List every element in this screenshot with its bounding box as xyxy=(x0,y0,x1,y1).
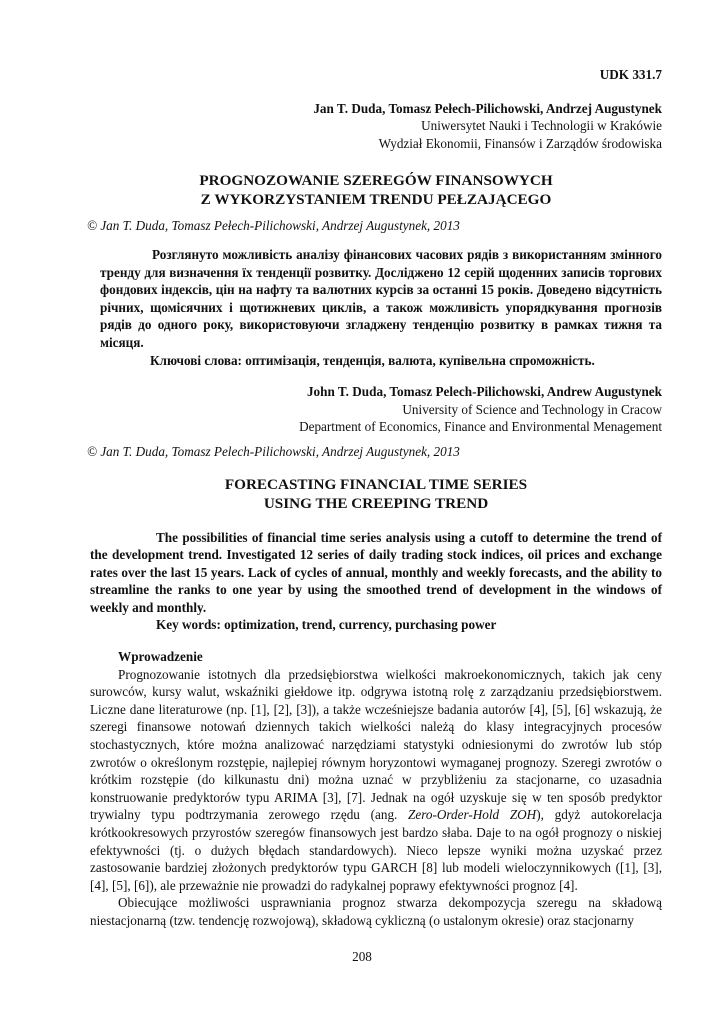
polish-affiliation xyxy=(90,100,662,153)
intro-p1-part-a: Prognozowanie istotnych dla przedsiębiorstwa wielkości makroekonomicznych, takich jak ceny surowców, kursy walut, wskaźniki giełdowe itp. odgrywa istotną rolę z zarządzaniu przedsiębiorstwem. Liczne dane literaturowe (np. [1], [2], [3]), a także wcześniejsze badania autorów [4], [5], [6] wskazują, że szeregi finansowe notowań dziennych takich wielkości należą do klasy integracyjnych procesów stochastycznych, które można analizować narzędziami statystyki odniesionymi do zwrotów lub stóp zwrotów o określonym rozstępie, najlepiej równym horyzontowi wymaganej prognozy. Szeregi zwrotów o krótkim rozstępie (do kilkunastu dni) można uznać w przybliżeniu za stacjonarne, co uzasadnia konstruowanie predyktorów typu ARIMA [3], [7]. Jednak na ogół uzyskuje się w ten sposób predyktor trywialny typu podtrzymania zerowego rzędu (ang. xyxy=(90,666,662,823)
keywords-value: : optimization, trend, currency, purchasing power xyxy=(216,617,497,633)
copyright-english: © Jan T. Duda, Tomasz Pelech-Pilichowski, Andrzej Augustynek, 2013 xyxy=(87,443,460,459)
english-abstract xyxy=(90,529,662,617)
polish-authors: Jan T. Duda, Tomasz Pełech-Pilichowski, Andrzej Augustynek xyxy=(313,100,662,116)
udk-code: UDK 331.7 xyxy=(599,67,662,82)
english-authors: John T. Duda, Tomasz Pelech-Pilichowski, Andrew Augustynek xyxy=(306,384,662,400)
english-department: Department of Economics, Finance and Environmental Menagement xyxy=(299,419,662,435)
intro-p1-emphasis: Zero-Order-Hold ZOH xyxy=(408,807,537,823)
polish-title-line2: Z WYKORZYSTANIEM TRENDU PEŁZAJĄCEGO xyxy=(200,191,552,209)
ukrainian-abstract-text: Розглянуто можливість аналізу фінансових часових рядів з використанням змінного тренду для визначення їх тенденції розвитку. Досліджено 12 серій щоденних записів торгових фондових індексів, цін на нафту та валютних курсів за останні 15 років. Доведено відсутність річних, щомісячних і щотижневих циклів, а також можливість упорядкування прогнозів рядів до одного року, використовуючи згладжену тенденцію розвитку в рамках тижня та місяця. xyxy=(100,246,662,350)
english-title-line1: FORECASTING FINANCIAL TIME SERIES xyxy=(224,475,528,493)
english-title-line2: USING THE CREEPING TREND xyxy=(263,494,489,512)
english-keywords xyxy=(90,616,662,634)
english-abstract-text: The possibilities of financial time series analysis using a cutoff to determine the trend of the development trend. Investigated 12 series of daily trading stock indices, oil prices and exchange rates over the last 15 years. Lack of cycles of annual, monthly and weekly forecasts, and the ability to streamline the ranks to one year by using the smoothed trend of development in the windows of weekly and monthly. xyxy=(90,529,662,615)
polish-faculty: Wydział Ekonomii, Finansów i Zarządów środowiska xyxy=(378,135,662,151)
keywords-label: Key words xyxy=(156,617,217,633)
english-university: University of Science and Technology in Cracow xyxy=(402,401,662,417)
section-heading-introduction: Wprowadzenie xyxy=(118,649,203,665)
english-affiliation xyxy=(90,383,662,436)
ukrainian-keywords: Ключові слова: оптимізація, тенденція, валюта, купівельна спроможність. xyxy=(150,352,595,368)
polish-title-line1: PROGNOZOWANIE SZEREGÓW FINANSOWYCH xyxy=(199,172,553,190)
copyright-polish: © Jan T. Duda, Tomasz Pełech-Pilichowski, Andrzej Augustynek, 2013 xyxy=(87,218,460,234)
intro-p1-part-b: ), gdyż autokorelacja krótkookresowych przyrostów szeregów finansowych jest bardzo słaba. Daje to na ogół prognozy o niskiej efektywności (tj. o dużych błędach standardowych). Nieco lepsze wyniki można uzyskać przez zastosowanie bardziej złożonych predyktorów typu GARCH [8] lub modeli wieloczynnikowych ([1], [3], [4], [5], [6]), ale przeważnie nie prowadzi do radykalnej poprawy efektywności prognoz [4]. xyxy=(90,807,662,893)
polish-university: Uniwersytet Nauki i Technologii w Krakówie xyxy=(421,118,662,134)
intro-paragraph-2: Obiecujące możliwości usprawniania prognoz stwarza dekompozycja szeregu na składową niestacjonarną (tzw. tendencję rozwojową), składową cykliczną (o ustalonym okresie) oraz stacjonarny xyxy=(90,895,662,928)
page-number: 208 xyxy=(352,949,372,964)
ukrainian-abstract xyxy=(90,246,662,352)
intro-paragraph-1 xyxy=(90,666,662,895)
